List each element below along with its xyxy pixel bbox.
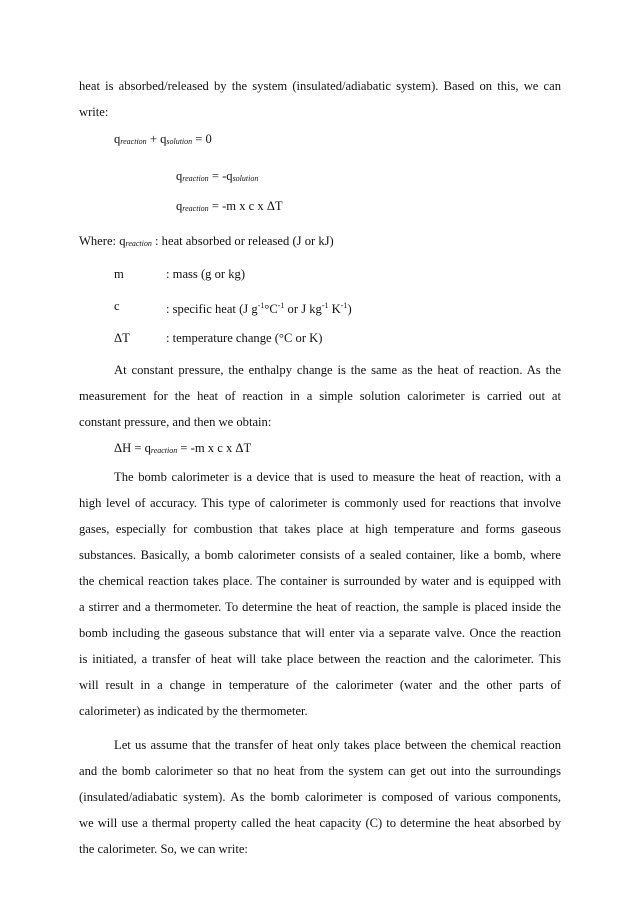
para3-line: The bomb calorimeter is a device that is used to measure the heat of reaction, with a	[114, 470, 561, 484]
c-desc-d: K	[328, 302, 341, 316]
para4-line: the calorimeter. So, we can write:	[79, 842, 248, 856]
eq1-rhs: = 0	[192, 132, 212, 146]
eq2-mid: = -q	[208, 169, 233, 183]
eq2-sub2: solution	[232, 174, 259, 183]
para3-line: high level of accuracy. This type of calorimeter is commonly used for reactions that involve	[79, 496, 561, 510]
para3-line: a stirrer and a thermometer. To determine the heat of reaction, the sample is placed inside the	[79, 600, 561, 614]
para4-line: and the bomb calorimeter so that no heat from the system can get out into the surroundings	[79, 764, 561, 778]
var-c-symbol: c	[114, 299, 120, 313]
eq3-sub1: reaction	[182, 204, 209, 213]
eq4-rhs: = -m x c x ΔT	[177, 441, 252, 455]
c-sup2: -1	[277, 301, 285, 310]
para3-line: substances. Basically, a bomb calorimeter consists of a sealed container, like a bomb, where	[79, 548, 561, 562]
eq1-q: q	[114, 132, 121, 146]
equation-2	[176, 168, 258, 187]
para3-line: is initiated, a transfer of heat will take place between the reaction and the calorimeter. This	[79, 652, 561, 666]
c-desc-b: °C	[264, 302, 278, 316]
para2-line2: measurement for the heat of reaction in a simple solution calorimeter is carried out at	[79, 389, 561, 403]
var-dt-desc: : temperature change (°C or K)	[166, 331, 323, 345]
para4-line: (insulated/adiabatic system). As the bomb calorimeter is composed of various components,	[79, 790, 561, 804]
para4-line: we will use a thermal property called the heat capacity (C) to determine the heat absorbed by	[79, 816, 561, 830]
c-sup4: -1	[340, 301, 348, 310]
where-sub: reaction	[125, 239, 152, 248]
para3-line: bomb including the gaseous substance that will enter via a separate valve. Once the reaction	[79, 626, 561, 640]
eq3-rhs: = -m x c x ΔT	[208, 199, 283, 213]
var-c-desc	[166, 298, 352, 317]
c-sup3: -1	[321, 301, 329, 310]
var-m-symbol: m	[114, 267, 124, 281]
eq1-plus: + q	[146, 132, 167, 146]
eq4-lhs: ΔH = q	[114, 441, 151, 455]
equation-3	[176, 198, 283, 217]
para1-line1: heat is absorbed/released by the system (insulated/adiabatic system). Based on this, we can	[79, 79, 561, 93]
para1-line2: write:	[79, 105, 109, 119]
eq3-q: q	[176, 199, 183, 213]
equation-1	[114, 131, 212, 150]
eq2-q: q	[176, 169, 183, 183]
where-line	[79, 233, 334, 252]
where-desc: : heat absorbed or released (J or kJ)	[151, 234, 334, 248]
c-desc-a: : specific heat (J g	[166, 302, 258, 316]
eq4-sub: reaction	[150, 446, 178, 455]
c-desc-c: or J kg	[284, 302, 322, 316]
para4-line: Let us assume that the transfer of heat only takes place between the chemical reaction	[114, 738, 561, 752]
para2-line3: constant pressure, and then we obtain:	[79, 415, 272, 429]
para3-line: will result in a change in temperature of the calorimeter (water and the other parts of	[79, 678, 561, 692]
para3-line: gases, especially for combustion that takes place at high temperature and forms gaseous	[79, 522, 561, 536]
c-sup1: -1	[257, 301, 265, 310]
var-m-desc: : mass (g or kg)	[166, 267, 246, 281]
para3-line: calorimeter) as indicated by the thermometer.	[79, 704, 308, 718]
para2-line1: At constant pressure, the enthalpy change is the same as the heat of reaction. As the	[114, 363, 561, 377]
equation-4	[114, 440, 251, 459]
var-dt-symbol: ΔT	[114, 331, 130, 345]
para3-line: the chemical reaction takes place. The container is surrounded by water and is equipped with	[79, 574, 561, 588]
eq2-sub1: reaction	[182, 174, 209, 183]
eq1-sub1: reaction	[120, 137, 147, 146]
where-prefix: Where: q	[79, 234, 126, 248]
eq1-sub2: solution	[166, 137, 193, 146]
c-desc-e: )	[347, 302, 352, 316]
